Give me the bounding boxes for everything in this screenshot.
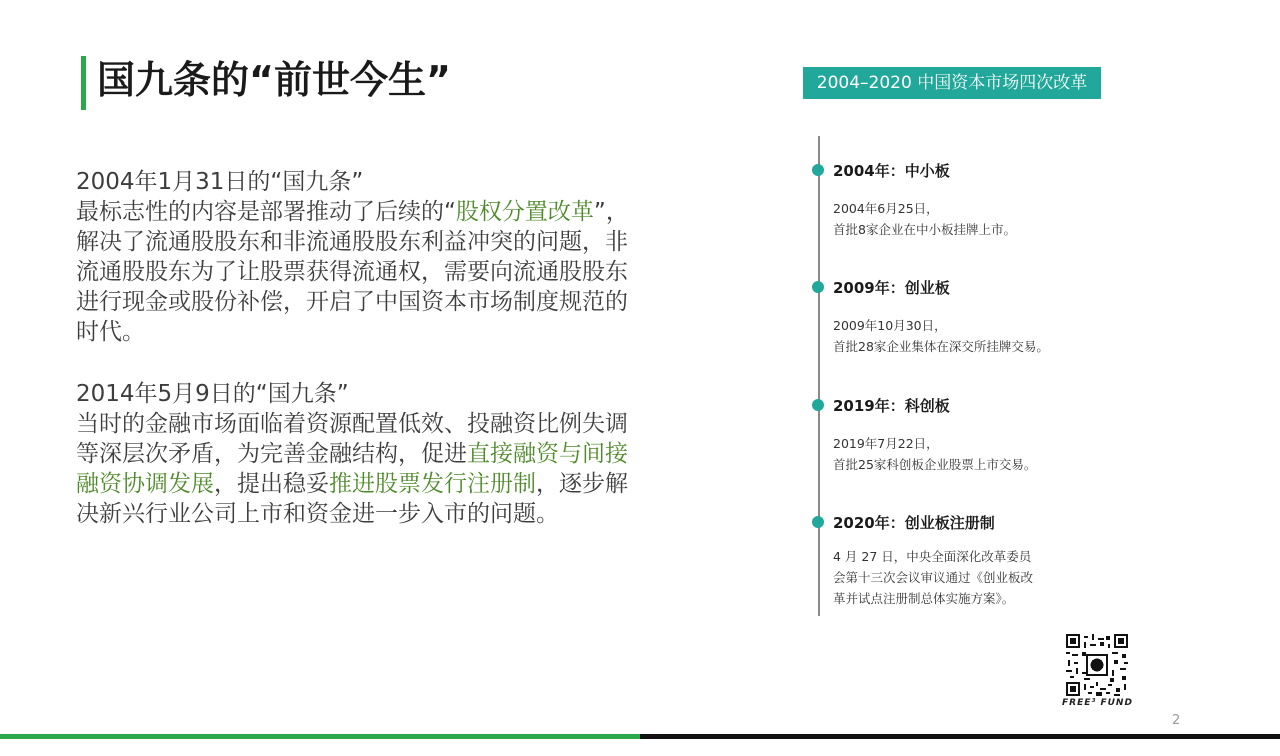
timeline-heading: 2004年：中小板 <box>833 162 950 180</box>
highlight-text: 推进股票发行注册制 <box>329 471 536 497</box>
timeline-line: 会第十三次会议审议通过《创业板改 <box>833 570 1034 585</box>
paragraph-line: 进行现金或股份补偿，开启了中国资本市场制度规范的 <box>76 289 628 315</box>
page-number: 2 <box>1172 713 1181 728</box>
timeline-dot <box>812 281 824 293</box>
footer-bar-green <box>0 734 640 739</box>
timeline-dot <box>812 164 824 176</box>
reform-badge: 2004–2020 中国资本市场四次改革 <box>803 67 1101 99</box>
paragraph-line <box>76 197 676 227</box>
paragraph-line: 当时的金融市场面临着资源配置低效、投融资比例失调 <box>76 411 628 437</box>
timeline-body <box>833 198 1016 240</box>
timeline-dot <box>812 516 824 528</box>
timeline-line: 革并试点注册制总体实施方案》。 <box>833 591 1015 606</box>
paragraph-2014 <box>76 379 676 529</box>
timeline-body <box>833 315 1049 357</box>
paragraph-line <box>76 439 676 469</box>
timeline-heading: 2009年：创业板 <box>833 279 950 297</box>
paragraph-line: 时代。 <box>76 319 145 345</box>
paragraph-2004 <box>76 167 676 347</box>
paragraph-heading: 2004年1月31日的“国九条” <box>76 169 364 195</box>
highlight-text: 融资协调发展 <box>76 471 214 497</box>
page-title: 国九条的“前世今生” <box>97 58 451 102</box>
text-segment: ，逐步解 <box>536 471 628 497</box>
timeline-line: 首批25家科创板企业股票上市交易。 <box>833 457 1037 472</box>
timeline-line: 4 月 27 日，中央全面深化改革委员 <box>833 549 1032 564</box>
paragraph-line: 决新兴行业公司上市和资金进一步入市的问题。 <box>76 501 559 527</box>
paragraph-line: 流通股股东为了让股票获得流通权，需要向流通股股东 <box>76 259 628 285</box>
text-segment: ”， <box>593 199 629 225</box>
highlight-text: 直接融资与间接 <box>467 441 628 467</box>
text-segment: 最标志性的内容是部署推动了后续的“ <box>76 199 456 225</box>
paragraph-line: 解决了流通股股东和非流通股股东利益冲突的问题，非 <box>76 229 628 255</box>
footer-bar-dark <box>640 734 1280 739</box>
highlight-text: 股权分置改革 <box>455 199 594 225</box>
paragraph-heading: 2014年5月9日的“国九条” <box>76 381 349 407</box>
timeline-dot <box>812 399 824 411</box>
text-segment: ，提出稳妥 <box>214 471 329 497</box>
qr-code-icon <box>1066 634 1128 696</box>
brand-logo: FREE³ FUND <box>1062 698 1133 708</box>
timeline-line: 首批28家企业集体在深交所挂牌交易。 <box>833 339 1049 354</box>
timeline-line: 首批8家企业在中小板挂牌上市。 <box>833 222 1016 237</box>
paragraph-line <box>76 469 676 499</box>
title-accent-bar <box>81 56 86 110</box>
timeline-body <box>833 433 1036 475</box>
timeline-heading: 2019年：科创板 <box>833 397 950 415</box>
text-segment: 等深层次矛盾，为完善金融结构，促进 <box>76 441 467 467</box>
timeline-axis <box>818 136 820 616</box>
timeline-line: 2019年7月22日， <box>833 436 939 451</box>
timeline-body <box>833 546 1033 609</box>
timeline-line: 2004年6月25日， <box>833 201 939 216</box>
left-content <box>76 167 676 561</box>
timeline-line: 2009年10月30日， <box>833 318 947 333</box>
timeline-heading: 2020年：创业板注册制 <box>833 514 995 532</box>
